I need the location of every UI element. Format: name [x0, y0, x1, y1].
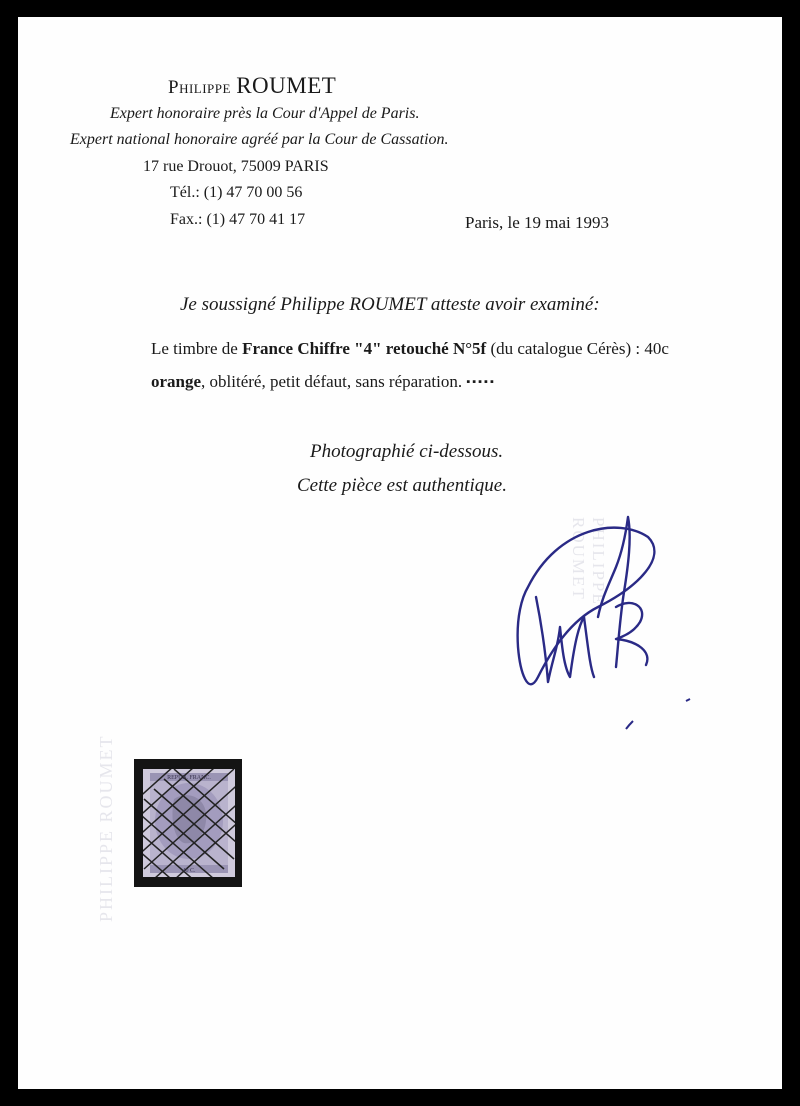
- photo-note: Photographié ci-dessous.: [310, 441, 504, 462]
- expert-title-line1: Expert honoraire près la Cour d'Appel de Paris.: [110, 105, 420, 122]
- stamp-description-line2: [151, 372, 496, 392]
- desc-catalog: (du catalogue Cérès) : 40c: [486, 339, 669, 358]
- expert-tel: Tél.: (1) 47 70 00 56: [170, 184, 303, 201]
- closing-squares: ▪▪▪▪▪: [466, 376, 496, 388]
- expert-address: 17 rue Drouot, 75009 PARIS: [143, 158, 329, 175]
- stamp-photo: [134, 759, 242, 887]
- stamp-condition: , oblitéré, petit défaut, sans réparation.: [201, 372, 463, 391]
- background-watermark: PHILIPPE ROUMET: [569, 517, 608, 606]
- side-watermark: PHILIPPE ROUMET: [96, 734, 116, 922]
- certificate-date: Paris, le 19 mai 1993: [465, 213, 610, 232]
- expert-name: [168, 73, 336, 99]
- desc-prefix: Le timbre de: [151, 339, 243, 358]
- authenticity-statement: Cette pièce est authentique.: [297, 475, 507, 496]
- stamp-description-line1: [151, 339, 669, 359]
- expert-signature: [498, 497, 698, 737]
- expert-last-name: ROUMET: [236, 73, 337, 98]
- expert-fax: Fax.: (1) 47 70 41 17: [170, 211, 306, 228]
- stamp-photo-frame: [134, 759, 242, 887]
- expert-title-line2: Expert national honoraire agréé par la Cour de Cassation.: [70, 131, 449, 148]
- attestation-intro: Je soussigné Philippe ROUMET atteste avoir examiné:: [180, 294, 600, 315]
- stamp-identity: France Chiffre "4" retouché N°5f: [242, 339, 487, 358]
- certificate-sheet: [18, 17, 782, 1089]
- expert-first-name: Philippe: [168, 77, 231, 98]
- stamp-color: orange: [151, 372, 202, 391]
- stamp-value-label: 40 C.: [182, 868, 196, 874]
- stamp-top-label: REPUB. FRANC.: [167, 775, 211, 781]
